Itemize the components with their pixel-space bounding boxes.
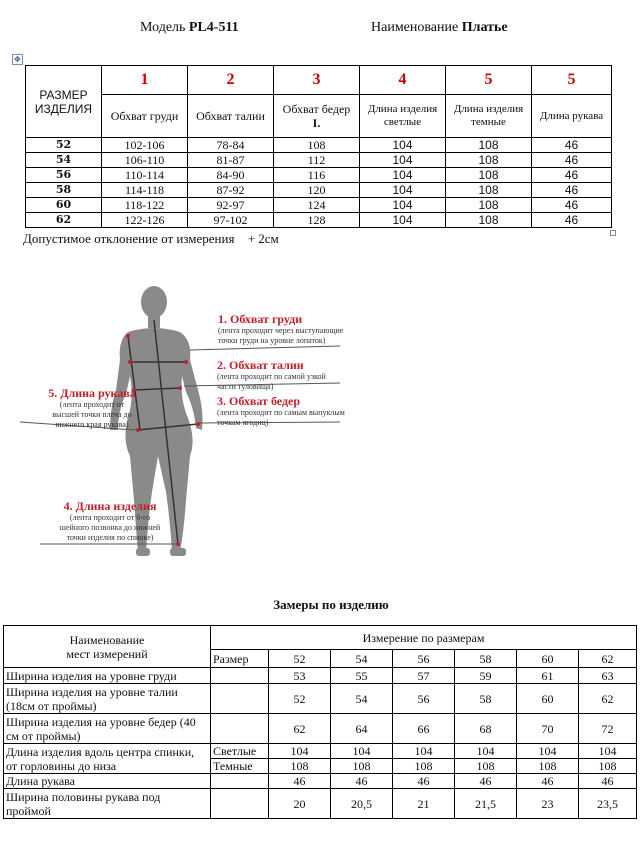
measure-value-cell: 46 bbox=[393, 774, 455, 789]
size-cell-hips: 108 bbox=[274, 138, 360, 153]
measure-value-cell: 104 bbox=[455, 744, 517, 759]
model-prefix: Модель bbox=[140, 20, 189, 35]
measure-value-cell: 23,5 bbox=[579, 789, 637, 819]
measure-sub-label bbox=[211, 714, 269, 744]
label-waist: 2. Обхват талии (лента проходит по самой узкой части туловища) bbox=[217, 358, 326, 391]
tolerance-value: + 2см bbox=[247, 231, 279, 246]
size-cell-hips: 116 bbox=[274, 168, 360, 183]
measure-name-cell: Ширина изделия на уровне талии (18см от проймы) bbox=[4, 684, 211, 714]
col-number-1: 1 bbox=[102, 66, 188, 95]
size-cell-len_light: 104 bbox=[360, 213, 446, 228]
size-table bbox=[25, 65, 612, 228]
size-col-header: 60 bbox=[517, 650, 579, 668]
size-cell-len_light: 104 bbox=[360, 183, 446, 198]
size-row bbox=[26, 198, 612, 213]
size-cell-size: 56 bbox=[26, 168, 102, 183]
col-number-4: 4 bbox=[360, 66, 446, 95]
measure-name-cell: Длина изделия вдоль центра спинки, от горловины до низа bbox=[4, 744, 211, 774]
col-number-5: 5 bbox=[446, 66, 532, 95]
tolerance-text: Допустимое отклонение от измерения bbox=[23, 231, 235, 246]
size-cell-sleeve: 46 bbox=[532, 168, 612, 183]
measure-value-cell: 46 bbox=[455, 774, 517, 789]
size-cell-waist: 97-102 bbox=[188, 213, 274, 228]
size-cell-sleeve: 46 bbox=[532, 138, 612, 153]
size-row bbox=[26, 183, 612, 198]
model-code: PL4-511 bbox=[188, 20, 239, 35]
size-cell-hips: 120 bbox=[274, 183, 360, 198]
measure-value-cell: 70 bbox=[517, 714, 579, 744]
size-cell-chest: 114-118 bbox=[102, 183, 188, 198]
measure-value-cell: 61 bbox=[517, 668, 579, 684]
measure-sub-label bbox=[211, 789, 269, 819]
measure-sub-label: Светлые bbox=[211, 744, 269, 759]
measure-value-cell: 104 bbox=[269, 744, 331, 759]
measure-value-cell: 66 bbox=[393, 714, 455, 744]
measure-value-cell: 68 bbox=[455, 714, 517, 744]
measure-value-cell: 63 bbox=[579, 668, 637, 684]
measure-value-cell: 104 bbox=[331, 744, 393, 759]
measure-value-cell: 21,5 bbox=[455, 789, 517, 819]
size-cell-waist: 78-84 bbox=[188, 138, 274, 153]
measure-row bbox=[4, 684, 637, 714]
label-length: 4. Длина изделия (лента проходит от 6-го шейного позвонка до нижней точки изделия по спинке) bbox=[59, 499, 161, 542]
size-cell-len_dark: 108 bbox=[446, 153, 532, 168]
size-col-header: 54 bbox=[331, 650, 393, 668]
size-col-header: 58 bbox=[455, 650, 517, 668]
size-cell-len_light: 104 bbox=[360, 153, 446, 168]
measure-table-title: Замеры по изделию bbox=[273, 597, 389, 612]
measure-row bbox=[4, 789, 637, 819]
table-move-handle-icon[interactable]: ✥ bbox=[12, 54, 23, 65]
size-col-header: 52 bbox=[269, 650, 331, 668]
col-name-length-dark: Длина изделия темные bbox=[446, 95, 532, 138]
size-cell-hips: 124 bbox=[274, 198, 360, 213]
model-line bbox=[140, 20, 239, 36]
size-cell-size: 54 bbox=[26, 153, 102, 168]
name-prefix: Наименование bbox=[371, 20, 462, 35]
size-label-cell: Размер bbox=[211, 650, 269, 668]
size-header-cell: РАЗМЕР ИЗДЕЛИЯ bbox=[26, 66, 102, 138]
measure-value-cell: 58 bbox=[455, 684, 517, 714]
measure-value-cell: 108 bbox=[393, 759, 455, 774]
measure-value-cell: 52 bbox=[269, 684, 331, 714]
measure-row bbox=[4, 668, 637, 684]
measure-name-cell: Ширина изделия на уровне бедер (40 см от проймы) bbox=[4, 714, 211, 744]
size-cell-waist: 92-97 bbox=[188, 198, 274, 213]
measure-value-cell: 23 bbox=[517, 789, 579, 819]
measure-value-cell: 62 bbox=[269, 714, 331, 744]
size-cell-chest: 106-110 bbox=[102, 153, 188, 168]
measure-value-cell: 108 bbox=[517, 759, 579, 774]
measure-value-cell: 46 bbox=[269, 774, 331, 789]
measure-value-cell: 104 bbox=[579, 744, 637, 759]
measure-name-cell: Ширина изделия на уровне груди bbox=[4, 668, 211, 684]
size-cell-len_dark: 108 bbox=[446, 168, 532, 183]
size-cell-chest: 110-114 bbox=[102, 168, 188, 183]
measure-name-cell: Ширина половины рукава под проймой bbox=[4, 789, 211, 819]
size-cell-chest: 122-126 bbox=[102, 213, 188, 228]
measure-value-cell: 46 bbox=[517, 774, 579, 789]
tolerance-line bbox=[23, 231, 279, 247]
size-row bbox=[26, 138, 612, 153]
size-col-header: 62 bbox=[579, 650, 637, 668]
size-cell-sleeve: 46 bbox=[532, 183, 612, 198]
size-cell-waist: 84-90 bbox=[188, 168, 274, 183]
size-cell-waist: 81-87 bbox=[188, 153, 274, 168]
measure-table bbox=[3, 625, 637, 819]
measure-value-cell: 57 bbox=[393, 668, 455, 684]
size-cell-len_light: 104 bbox=[360, 198, 446, 213]
measure-value-cell: 108 bbox=[579, 759, 637, 774]
measure-value-cell: 56 bbox=[393, 684, 455, 714]
measure-value-cell: 20,5 bbox=[331, 789, 393, 819]
measure-value-cell: 108 bbox=[331, 759, 393, 774]
measure-value-cell: 64 bbox=[331, 714, 393, 744]
size-cell-size: 60 bbox=[26, 198, 102, 213]
measure-sub-label bbox=[211, 684, 269, 714]
size-cell-len_dark: 108 bbox=[446, 183, 532, 198]
col-name-sleeve: Длина рукава bbox=[532, 95, 612, 138]
col-name-hips: Обхват бедер I. bbox=[274, 95, 360, 138]
size-cell-sleeve: 46 bbox=[532, 153, 612, 168]
size-cell-len_dark: 108 bbox=[446, 213, 532, 228]
measure-value-cell: 60 bbox=[517, 684, 579, 714]
size-row bbox=[26, 153, 612, 168]
measure-sub-label bbox=[211, 668, 269, 684]
measure-value-cell: 46 bbox=[579, 774, 637, 789]
size-cell-size: 52 bbox=[26, 138, 102, 153]
size-cell-sleeve: 46 bbox=[532, 213, 612, 228]
measure-row bbox=[4, 774, 637, 789]
size-cell-waist: 87-92 bbox=[188, 183, 274, 198]
measure-value-cell: 46 bbox=[331, 774, 393, 789]
table-resize-handle[interactable] bbox=[610, 230, 616, 236]
size-cell-len_dark: 108 bbox=[446, 198, 532, 213]
col-name-waist: Обхват талии bbox=[188, 95, 274, 138]
size-cell-size: 62 bbox=[26, 213, 102, 228]
measure-value-cell: 59 bbox=[455, 668, 517, 684]
measure-row bbox=[4, 714, 637, 744]
size-cell-len_light: 104 bbox=[360, 138, 446, 153]
label-chest: 1. Обхват груди (лента проходит через выступающие точки груди на уровне лопаток) bbox=[218, 312, 344, 345]
name-value: Платье bbox=[461, 20, 508, 35]
measure-sub-label bbox=[211, 774, 269, 789]
measure-value-cell: 72 bbox=[579, 714, 637, 744]
col-number-3: 3 bbox=[274, 66, 360, 95]
size-cell-len_dark: 108 bbox=[446, 138, 532, 153]
size-cell-chest: 102-106 bbox=[102, 138, 188, 153]
measure-value-cell: 55 bbox=[331, 668, 393, 684]
label-hips: 3. Обхват бедер (лента проходит по самым выпуклым точкам ягодиц) bbox=[217, 394, 345, 427]
size-cell-hips: 128 bbox=[274, 213, 360, 228]
measure-value-cell: 62 bbox=[579, 684, 637, 714]
sizes-header-cell: Измерение по размерам bbox=[211, 626, 637, 650]
measure-row bbox=[4, 744, 637, 759]
size-col-header: 56 bbox=[393, 650, 455, 668]
measure-name-cell: Длина рукава bbox=[4, 774, 211, 789]
size-cell-size: 58 bbox=[26, 183, 102, 198]
size-cell-hips: 112 bbox=[274, 153, 360, 168]
size-cell-len_light: 104 bbox=[360, 168, 446, 183]
measure-value-cell: 108 bbox=[455, 759, 517, 774]
col-number-6: 5 bbox=[532, 66, 612, 95]
size-cell-chest: 118-122 bbox=[102, 198, 188, 213]
measure-value-cell: 104 bbox=[517, 744, 579, 759]
size-cell-sleeve: 46 bbox=[532, 198, 612, 213]
product-name-line bbox=[371, 20, 508, 36]
measure-value-cell: 20 bbox=[269, 789, 331, 819]
col-name-length-light: Длина изделия светлые bbox=[360, 95, 446, 138]
measure-value-cell: 21 bbox=[393, 789, 455, 819]
measure-value-cell: 108 bbox=[269, 759, 331, 774]
measure-value-cell: 54 bbox=[331, 684, 393, 714]
col-name-chest: Обхват груди bbox=[102, 95, 188, 138]
size-row bbox=[26, 168, 612, 183]
measure-value-cell: 104 bbox=[393, 744, 455, 759]
label-sleeve: 5. Длина рукава (лента проходит от высшей точки плеча до нижнего края рукава) bbox=[48, 386, 136, 429]
measure-sub-label: Темные bbox=[211, 759, 269, 774]
place-header-cell: Наименование мест измерений bbox=[4, 626, 211, 668]
measure-value-cell: 53 bbox=[269, 668, 331, 684]
col-number-2: 2 bbox=[188, 66, 274, 95]
size-row bbox=[26, 213, 612, 228]
